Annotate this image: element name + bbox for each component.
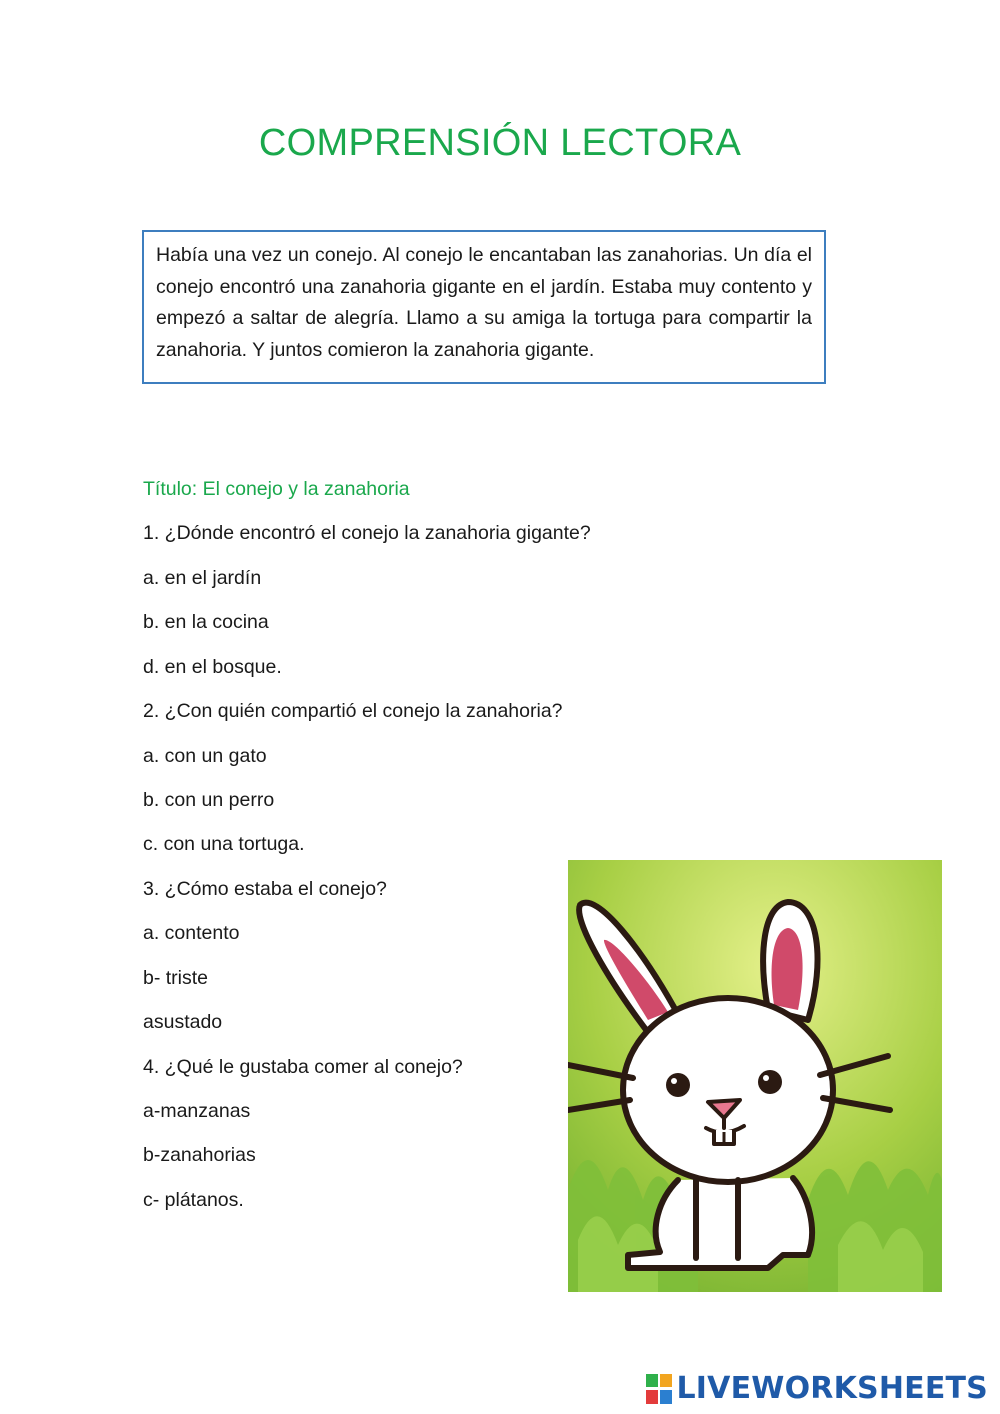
question-3: 3. ¿Cómo estaba el conejo? [143,878,387,900]
answer-option: b-zanahorias [143,1144,256,1166]
question-2: 2. ¿Con quién compartió el conejo la zanahoria? [143,700,563,722]
quiz-heading: Título: El conejo y la zanahoria [143,478,410,500]
question-1: 1. ¿Dónde encontró el conejo la zanahoria gigante? [143,522,591,544]
answer-option: a. con un gato [143,745,267,767]
answer-option: a-manzanas [143,1100,251,1122]
answer-option: asustado [143,1011,223,1033]
answer-option: b- triste [143,967,209,989]
bunny-illustration [568,860,942,1292]
answer-option: c. con una tortuga. [143,833,305,855]
answer-option: a. contento [143,922,240,944]
story-box [142,230,826,384]
story-text: Había una vez un conejo. Al conejo le encantaban las zanahorias. Un día el conejo encontró una zanahoria gigante en el jardín. Estaba muy contento y empezó a saltar de alegría. Llamo a su amiga la tortuga para compartir la zanahoria. Y juntos comieron la zanahoria gigante. [156,244,812,361]
page-title: COMPRENSIÓN LECTORA [258,122,742,164]
answer-option: c- plátanos. [143,1189,244,1211]
brand-name: LIVEWORKSHEETS [676,1371,988,1406]
liveworksheets-logo [646,1371,988,1406]
answer-option: d. en el bosque. [143,656,282,678]
question-4: 4. ¿Qué le gustaba comer al conejo? [143,1056,463,1078]
answer-option: a. en el jardín [143,567,262,589]
answer-option: b. con un perro [143,789,275,811]
answer-option: b. en la cocina [143,611,269,633]
liveworksheets-icon [646,1374,672,1404]
